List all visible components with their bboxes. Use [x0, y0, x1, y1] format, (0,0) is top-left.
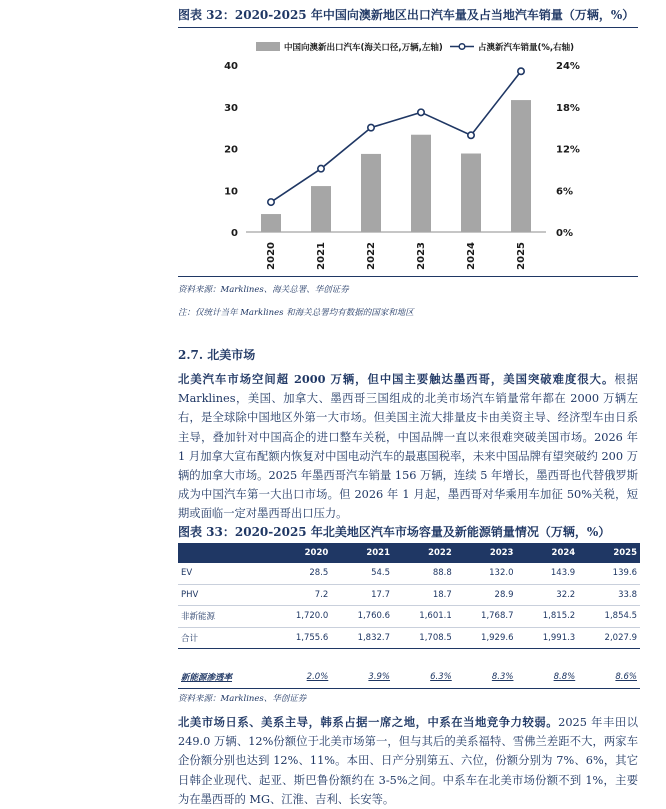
table-row [178, 584, 640, 606]
table-header-cell: 2021 [331, 543, 393, 563]
row-label: PHV [178, 584, 270, 606]
export-chart [178, 30, 648, 275]
line-point [368, 124, 374, 130]
bar [361, 154, 381, 232]
table-header-cell: 2023 [455, 543, 517, 563]
paragraph-lead: 北美市场日系、美系主导，韩系占据一席之地，中系在当地竞争力较弱。 [178, 715, 559, 729]
table-cell: 132.0 [455, 563, 517, 584]
title-rule [178, 27, 638, 28]
table-cell: 8.8% [516, 667, 578, 688]
row-label: 合计 [178, 627, 270, 649]
line-point [268, 199, 274, 205]
table-cell: 1,832.7 [331, 627, 393, 649]
bar [461, 154, 481, 232]
figure-32-title: 图表 32：2020-2025 年中国向澳新地区出口汽车量及占当地汽车销量（万辆，%） [178, 8, 635, 22]
table-header-cell: 2020 [270, 543, 332, 563]
y-left-tick-label: 10 [224, 186, 238, 198]
table-cell: 1,854.5 [578, 606, 640, 628]
table-cell: 1,720.0 [270, 606, 332, 628]
x-tick-label: 2025 [516, 242, 527, 270]
x-tick-label: 2022 [366, 242, 377, 270]
table-cell: 8.3% [455, 667, 517, 688]
legend-line-marker [459, 44, 465, 50]
table-cell: 18.7 [393, 584, 455, 606]
y-left-tick-label: 40 [224, 61, 238, 72]
paragraph-body: 根据 Marklines，美国、加拿大、墨西哥三国组成的北美市场汽车销量常年都在 2000 万辆左右，是全球除中国地区外第一大市场。但美国主流大排量皮卡由美资主导、经济型车由日系主导，叠加针对中国高企的进口整车关税，中国品牌一直以来很难突破美国市场。2026 年 1 月加拿大宣布配额内恢复对中国电动汽车的最惠国税率，未来中国品牌有望突破约 200 万辆的加拿大市场。2025 年墨西哥汽车销量 156 万辆，连续 5 年增长，墨西哥也代替俄罗斯成为中国汽车第一大出口市场。但 2026 年 1 月起，墨西哥对华乘用车加征 50%关税，短期或面临一定对墨西哥出口压力。 [178, 373, 638, 521]
legend-bar-label: 中国向澳新出口汽车(海关口径,万辆,左轴) [284, 43, 443, 53]
table-cell: 33.8 [578, 584, 640, 606]
paragraph-competition [178, 713, 638, 809]
north-america-table [178, 543, 640, 689]
table-cell: 1,760.6 [331, 606, 393, 628]
table-header-cell [178, 543, 270, 563]
table-cell: 1,708.5 [393, 627, 455, 649]
x-tick-label: 2021 [316, 242, 327, 270]
table-row-total [178, 627, 640, 649]
line-point [418, 109, 424, 115]
line-point [468, 132, 474, 138]
table-cell: 17.7 [331, 584, 393, 606]
x-tick-label: 2024 [466, 242, 477, 270]
table-cell: 6.3% [393, 667, 455, 688]
bar [261, 214, 281, 232]
table-header-cell: 2025 [578, 543, 640, 563]
figure-32-source: 资料来源：Marklines、海关总署、华创证券 [178, 285, 349, 295]
x-tick-label: 2020 [266, 242, 277, 270]
y-right-tick-label: 24% [556, 61, 580, 72]
table-cell: 2.0% [270, 667, 332, 688]
section-heading: 2.7. 北美市场 [178, 348, 256, 362]
table-cell: 7.2 [270, 584, 332, 606]
table-row-penetration [178, 667, 640, 688]
chart-bottom-rule [178, 276, 638, 277]
table-cell: 32.2 [516, 584, 578, 606]
row-label: EV [178, 563, 270, 584]
table-header-row [178, 543, 640, 563]
table-cell: 143.9 [516, 563, 578, 584]
y-right-tick-label: 0% [556, 228, 573, 239]
line-point [518, 68, 524, 74]
bar [411, 135, 431, 232]
figure-33-source: 资料来源：Marklines、华创证券 [178, 694, 307, 704]
table-cell: 1,991.3 [516, 627, 578, 649]
y-right-tick-label: 18% [556, 102, 580, 114]
table-cell: 1,601.1 [393, 606, 455, 628]
table-cell: 2,027.9 [578, 627, 640, 649]
table-header-cell: 2022 [393, 543, 455, 563]
y-right-tick-label: 6% [556, 186, 573, 198]
table-cell: 3.9% [331, 667, 393, 688]
y-right-tick-label: 12% [556, 144, 580, 156]
legend-line-label: 占澳新汽车销量(%,右轴) [478, 43, 575, 53]
table-cell: 1,768.7 [455, 606, 517, 628]
x-tick-label: 2023 [416, 242, 427, 270]
table-cell: 1,929.6 [455, 627, 517, 649]
y-left-tick-label: 0 [231, 228, 238, 239]
bar [511, 100, 531, 232]
table-row [178, 563, 640, 584]
table-row [178, 606, 640, 628]
legend-bar-swatch [256, 42, 280, 51]
table-cell: 54.5 [331, 563, 393, 584]
table-header-cell: 2024 [516, 543, 578, 563]
table-cell: 1,815.2 [516, 606, 578, 628]
table-cell: 139.6 [578, 563, 640, 584]
table-spacer-row [178, 649, 640, 668]
line-point [318, 165, 324, 171]
table-cell: 88.8 [393, 563, 455, 584]
row-label: 非新能源 [178, 606, 270, 628]
y-left-tick-label: 20 [224, 144, 238, 156]
row-label: 新能源渗透率 [178, 667, 270, 688]
table-cell: 8.6% [578, 667, 640, 688]
paragraph-body: 2025 年丰田以 249.0 万辆、12%份额位于北美市场第一，但与其后的美系福特、雪佛兰差距不大，两家车企份额分别也达到 12%、11%。本田、日产分别第五、六位，份额分别为 7%、6%，其它日韩企业现代、起亚、斯巴鲁份额约在 3-5%之间。中系车在北美市场份额不到 1%，主要为在墨西哥的 MG、江淮、吉利、长安等。 [178, 716, 638, 806]
line-series [271, 71, 521, 202]
table-cell: 1,755.6 [270, 627, 332, 649]
table-cell: 28.5 [270, 563, 332, 584]
figure-33-title: 图表 33：2020-2025 年北美地区汽车市场容量及新能源销量情况（万辆，%） [178, 525, 611, 539]
bar [311, 186, 331, 232]
y-left-tick-label: 30 [224, 102, 238, 114]
figure-32-note: 注：仅统计当年 Marklines 和海关总署均有数据的国家和地区 [178, 308, 414, 318]
paragraph-lead: 北美汽车市场空间超 2000 万辆，但中国主要触达墨西哥，美国突破难度很大。 [178, 372, 615, 386]
paragraph-north-america [178, 370, 638, 524]
table-cell: 28.9 [455, 584, 517, 606]
